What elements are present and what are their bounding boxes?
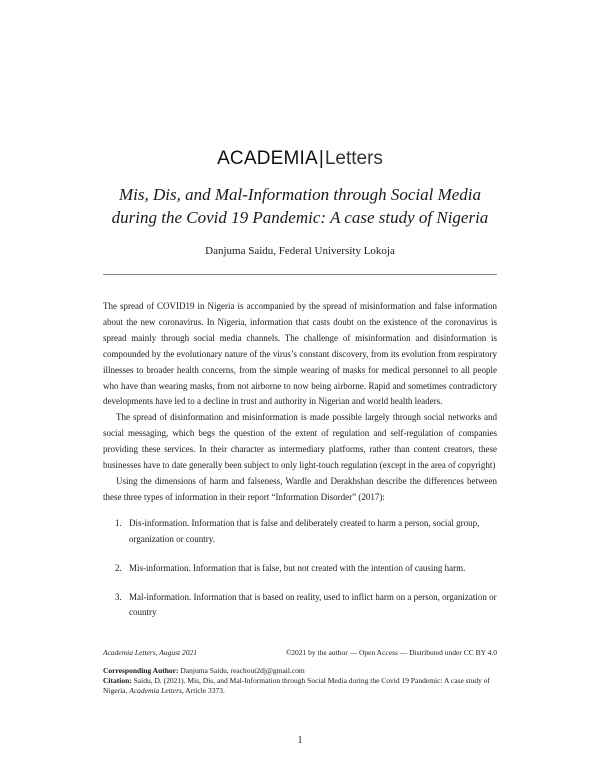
corresponding-author: [103, 666, 497, 676]
citation-article: , Article 3373.: [181, 686, 225, 695]
citation-label: Citation:: [103, 676, 132, 685]
citation-journal: Academia Letters: [129, 686, 182, 695]
paragraph: The spread of COVID19 in Nigeria is accompanied by the spread of misinformation and false information about the new coronavirus. In Nigeria, information that casts doubt on the existence of the coronavirus is spread mainly through social media channels. The challenge of misinformation and disinformation is compounded by the evolutionary nature of the virus’s constant discovery, from its evolution from respiratory illnesses to broader health concerns, from the simple wearing of masks for medical personnel to all people who have than wearing masks, from not airborne to now being airborne. Rapid and sometimes contradictory developments have led to a decline in trust and authority in Nigerian and world health leaders.: [103, 301, 497, 407]
title-line-1: Mis, Dis, and Mal-Information through Social Media: [118, 185, 481, 204]
page-number: 1: [297, 735, 303, 746]
list-item-text: Mal-information. Information that is based on reality, used to inflict harm on a person, organization or country: [129, 591, 497, 618]
article-title: [60, 183, 540, 229]
license-notice: ©2021 by the author — Open Access — Distributed under CC BY 4.0: [285, 648, 497, 657]
paragraph: Using the dimensions of harm and falseness, Wardle and Derakhshan describe the differences between these three types of information in their report “Information Disorder” (2017):: [103, 475, 497, 502]
list-item-number: 2.: [115, 562, 122, 573]
page-footer: [103, 648, 497, 696]
title-line-2: during the Covid 19 Pandemic: A case study of Nigeria: [111, 208, 489, 227]
paragraph: The spread of disinformation and misinformation is made possible largely through social networks and social messaging, which begs the question of the extent of regulation and self-regulation of companies providing these services. In their character as intermediary platforms, rather than content creators, these businesses have to date generally been subject to only light-touch regulation (except in the area of copyright): [103, 412, 497, 471]
masthead-separator: |: [318, 148, 324, 169]
list-item-text: Dis-information. Information that is false and deliberately created to harm a person, social group, organization or country.: [129, 517, 480, 544]
list-item-text: Mis-information. Information that is false, but not created with the intention of causing harm.: [129, 562, 466, 573]
author-affiliation: Danjuma Saidu, Federal University Lokoja: [205, 245, 395, 257]
information-types-list: [103, 516, 497, 622]
list-item-number: 3.: [115, 591, 122, 602]
corresponding-author-value: Danjuma Saidu, reachout2dj@gmail.com: [178, 666, 305, 675]
journal-section: Letters: [324, 148, 383, 169]
list-item-number: 1.: [115, 517, 122, 528]
article-body: [103, 299, 497, 634]
journal-brand: ACADEMIA: [217, 148, 318, 169]
list-item: [103, 516, 497, 548]
list-item: [103, 561, 497, 577]
journal-masthead: [0, 148, 600, 170]
journal-date: Academia Letters, August 2021: [103, 648, 198, 657]
citation-text: Saidu, D. (2021). Mis, Dis, and Mal-Information through Social Media during the Covid 19 Pandemic: A case study of Nigeria.: [103, 676, 491, 695]
title-divider: [103, 274, 497, 275]
list-item: [103, 590, 497, 622]
corresponding-author-label: Corresponding Author:: [103, 666, 179, 675]
citation: [103, 676, 497, 696]
